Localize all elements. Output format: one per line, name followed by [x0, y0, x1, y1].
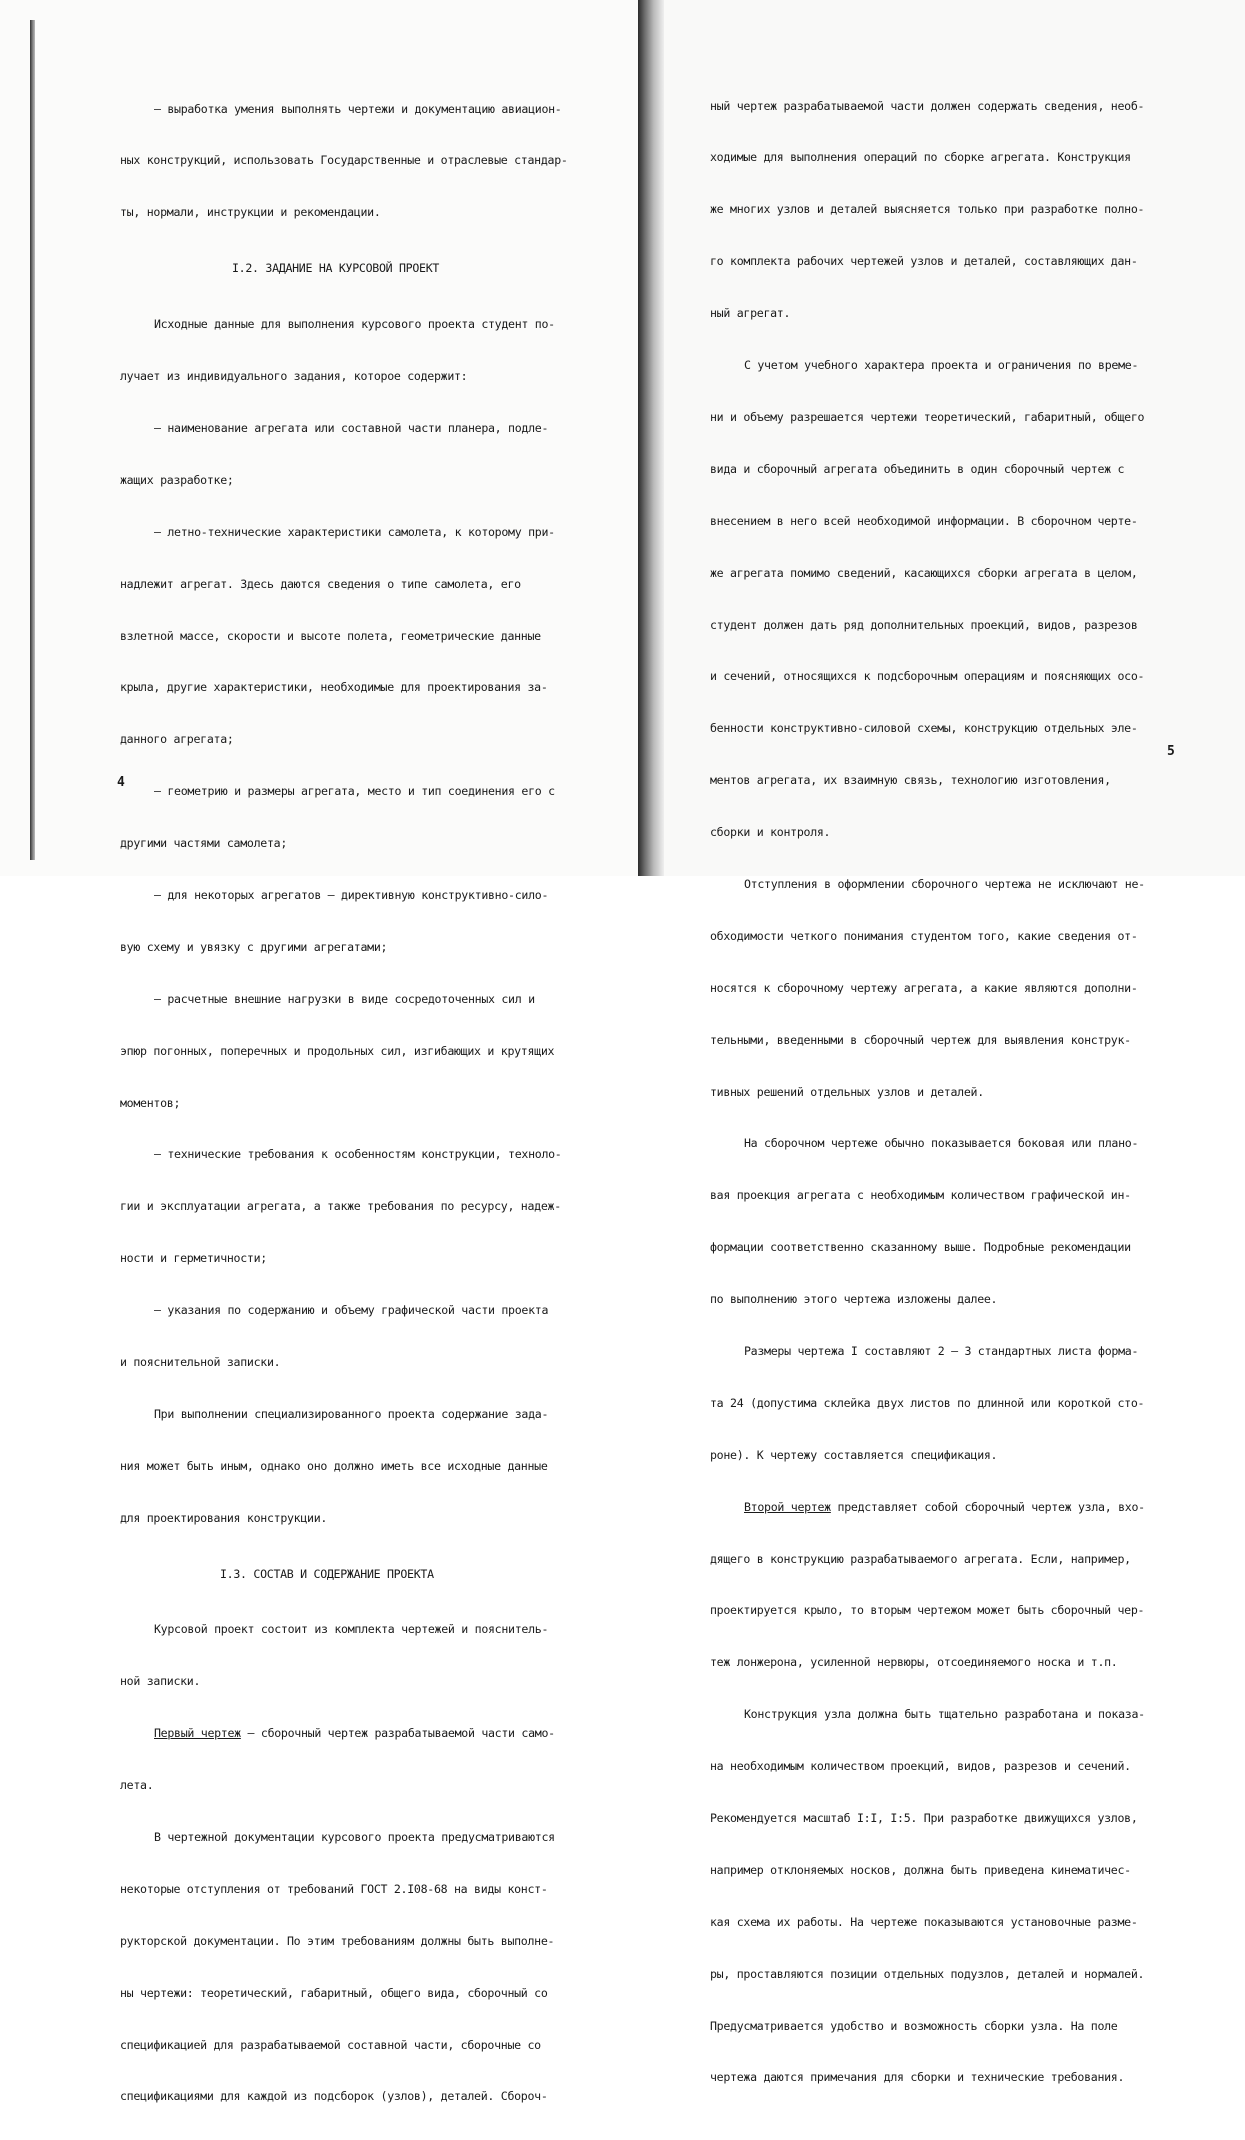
text-line: кая схема их работы. На чертеже показываются установочные разме- [710, 1914, 1138, 1929]
text-line: гии и эксплуатации агрегата, а также требования по ресурсу, надеж- [120, 1199, 561, 1214]
text-line: спецификациями для каждой из подсборок (узлов), деталей. Сбороч- [120, 2089, 548, 2104]
left-page-text [120, 66, 568, 2140]
text-line: ходимые для выполнения операций по сборке агрегата. Конструкция [710, 150, 1131, 165]
text-line: крыла, другие характеристики, необходимые для проектирования за- [120, 680, 548, 695]
text-line: Отступления в оформлении сборочного чертежа не исключают не- [744, 876, 1145, 891]
text-line: тельными, введенными в сборочный чертеж для выявления конструк- [710, 1032, 1131, 1047]
text-line: ры, проставляются позиции отдельных подузлов, деталей и нормалей. [710, 1966, 1145, 1981]
text-line: – расчетные внешние нагрузки в виде сосредоточенных сил и [154, 991, 535, 1006]
page-number: 5 [1167, 744, 1175, 759]
text-line: Курсовой проект состоит из комплекта чертежей и пояснитель- [154, 1622, 549, 1637]
text-line: та 24 (допустима склейка двух листов по длинной или короткой сто- [710, 1395, 1145, 1410]
text-line: лета. [120, 1778, 154, 1793]
text-line: ности и герметичности; [120, 1251, 267, 1266]
text-line: вида и сборочный агрегата объединить в один сборочный чертеж с [710, 461, 1125, 476]
text-line: ни и объему разрешается чертежи теоретический, габаритный, общего [710, 409, 1145, 424]
section-heading: I.2. ЗАДАНИЕ НА КУРСОВОЙ ПРОЕКТ [232, 261, 440, 276]
text-line: другими частями самолета; [120, 836, 288, 851]
text-line: Рекомендуется масштаб I:I, I:5. При разработке движущихся узлов, [710, 1810, 1138, 1825]
text-line: по выполнению этого чертежа изложены далее. [710, 1292, 998, 1307]
text-line: данного агрегата; [120, 732, 234, 747]
text-line: В чертежной документации курсового проекта предусматриваются [154, 1829, 555, 1844]
text-fragment: – сборочный чертеж разрабатываемой части само- [240, 1726, 555, 1741]
text-line: рукторской документации. По этим требованиям должны быть выполне- [120, 1933, 555, 1948]
text-line: ментов агрегата, их взаимную связь, технологию изготовления, [710, 773, 1111, 788]
text-line: лучает из индивидуального задания, которое содержит: [120, 369, 468, 384]
text-line: Размеры чертежа I составляют 2 – 3 стандартных листа форма- [744, 1343, 1139, 1358]
text-line: взлетной массе, скорости и высоте полета, геометрические данные [120, 628, 541, 643]
text-line: При выполнении специализированного проекта содержание зада- [154, 1406, 549, 1421]
text-line: ны чертежи: теоретический, габаритный, общего вида, сборочный со [120, 1985, 548, 2000]
text-line: – технические требования к особенностям конструкции, техноло- [154, 1147, 562, 1162]
text-line: и пояснительной записки. [120, 1354, 281, 1369]
text-line: – для некоторых агрегатов – директивную конструктивно-сило- [154, 887, 549, 902]
text-line: Исходные данные для выполнения курсового проекта студент по- [154, 317, 555, 332]
text-line: спецификацией для разрабатываемой составной части, сборочные со [120, 2037, 541, 2052]
text-line: эпюр погонных, поперечных и продольных сил, изгибающих и крутящих [120, 1043, 555, 1058]
text-line: ния может быть иным, однако оно должно иметь все исходные данные [120, 1458, 548, 1473]
text-line: студент должен дать ряд дополнительных проекций, видов, разрезов [710, 617, 1138, 632]
section-heading: I.3. СОСТАВ И СОДЕРЖАНИЕ ПРОЕКТА [220, 1566, 434, 1581]
right-page-text [710, 63, 1145, 2121]
text-line: же многих узлов и деталей выясняется только при разработке полно- [710, 202, 1145, 217]
text-line: вая проекция агрегата с необходимым количеством графической ин- [710, 1188, 1131, 1203]
text-line: же агрегата помимо сведений, касающихся сборки агрегата в целом, [710, 565, 1138, 580]
text-line: например отклоняемых носков, должна быть приведена кинематичес- [710, 1862, 1131, 1877]
text-line: теж лонжерона, усиленной нервюры, отсоединяемого носка и т.п. [710, 1655, 1118, 1670]
text-line: проектируется крыло, то вторым чертежом может быть сборочный чер- [710, 1603, 1145, 1618]
text-line: для проектирования конструкции. [120, 1510, 328, 1525]
text-line: жащих разработке; [120, 472, 234, 487]
text-line: ты, нормали, инструкции и рекомендации. [120, 205, 381, 220]
underlined-term: Первый чертеж [154, 1726, 241, 1741]
text-line: – указания по содержанию и объему графической части проекта [154, 1303, 549, 1318]
text-line: – выработка умения выполнять чертежи и документацию авиацион- [154, 101, 562, 116]
text-line: обходимости четкого понимания студентом того, какие сведения от- [710, 928, 1138, 943]
underlined-term: Второй чертеж [744, 1499, 831, 1514]
text-line: С учетом учебного характера проекта и ограничения по време- [744, 358, 1139, 373]
text-line: носятся к сборочному чертежу агрегата, а какие являются дополни- [710, 980, 1138, 995]
page-number: 4 [117, 775, 125, 790]
text-line: – летно-технические характеристики самолета, к которому при- [154, 524, 555, 539]
text-line: надлежит агрегат. Здесь даются сведения о типе самолета, его [120, 576, 521, 591]
text-line: моментов; [120, 1095, 181, 1110]
text-line: – наименование агрегата или составной части планера, подле- [154, 420, 549, 435]
text-line: сборки и контроля. [710, 825, 831, 840]
text-line [120, 1725, 568, 1742]
text-line: ный агрегат. [710, 306, 791, 321]
text-line: формации соответственно сказанному выше. Подробные рекомендации [710, 1240, 1131, 1255]
text-line: и сечений, относящихся к подсборочным операциям и поясняющих осо- [710, 669, 1145, 684]
text-line: На сборочном чертеже обычно показывается боковая или плано- [744, 1136, 1139, 1151]
text-line: тивных решений отдельных узлов и деталей. [710, 1084, 984, 1099]
text-fragment: представляет собой сборочный чертеж узла, вхо- [830, 1499, 1145, 1514]
text-line: Конструкция узла должна быть тщательно разработана и показа- [744, 1707, 1145, 1722]
text-line: роне). К чертежу составляется спецификация. [710, 1447, 998, 1462]
text-line: на необходимым количеством проекций, видов, разрезов и сечений. [710, 1759, 1131, 1774]
text-line: ных конструкций, использовать Государственные и отраслевые стандар- [120, 153, 568, 168]
text-line: ный чертеж разрабатываемой части должен содержать сведения, необ- [710, 98, 1145, 113]
text-line: внесением в него всей необходимой информации. В сборочном черте- [710, 513, 1138, 528]
text-line: го комплекта рабочих чертежей узлов и деталей, составляющих дан- [710, 254, 1138, 269]
text-line: дящего в конструкцию разрабатываемого агрегата. Если, например, [710, 1551, 1131, 1566]
book-gutter-shadow [638, 0, 664, 876]
text-line: ной записки. [120, 1674, 201, 1689]
text-line: бенности конструктивно-силовой схемы, конструкцию отдельных эле- [710, 721, 1138, 736]
left-page-binding-edge [30, 20, 35, 860]
text-line [710, 1499, 1145, 1516]
text-line: некоторые отступления от требований ГОСТ 2.I08-68 на виды конст- [120, 1881, 548, 1896]
text-line: – геометрию и размеры агрегата, место и тип соединения его с [154, 784, 555, 799]
text-line: чертежа даются примечания для сборки и технические требования. [710, 2070, 1125, 2085]
text-line: Предусматривается удобство и возможность сборки узла. На поле [710, 2018, 1118, 2033]
text-line: вую схему и увязку с другими агрегатами; [120, 939, 388, 954]
